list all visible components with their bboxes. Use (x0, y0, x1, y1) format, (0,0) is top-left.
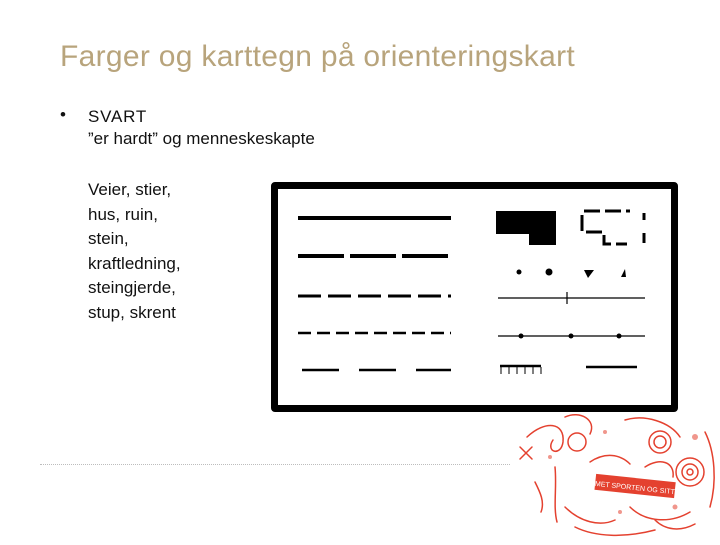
footer-divider (40, 464, 510, 465)
pit-symbol (584, 270, 594, 278)
svg-text:MET SPORTEN OG SITT: MET SPORTEN OG SITT (594, 480, 676, 497)
legend-symbols (278, 189, 671, 405)
boulder-symbol (546, 269, 553, 276)
building-symbol (496, 211, 556, 245)
bullet-subtitle: ”er hardt” og menneskeskapte (88, 129, 315, 148)
ruin-symbol (582, 211, 644, 244)
example-line: steingjerde, (88, 278, 176, 297)
slide-title: Farger og karttegn på orienteringskart (60, 40, 575, 73)
example-line: kraftledning, (88, 253, 181, 273)
brand-decoration (505, 412, 720, 545)
cave-symbol (621, 269, 626, 277)
examples-list (88, 178, 181, 325)
stone-symbol (517, 270, 522, 275)
bullet-heading: SVART (88, 107, 148, 126)
example-line: hus, ruin, (88, 204, 158, 224)
bullet-marker: • (60, 105, 66, 124)
example-line: stup, skrent (88, 302, 176, 322)
example-line: stein, (88, 229, 129, 248)
map-symbol-legend (271, 182, 678, 412)
decorative-drawing-icon (505, 412, 720, 540)
example-line: Veier, stier, (88, 180, 172, 199)
